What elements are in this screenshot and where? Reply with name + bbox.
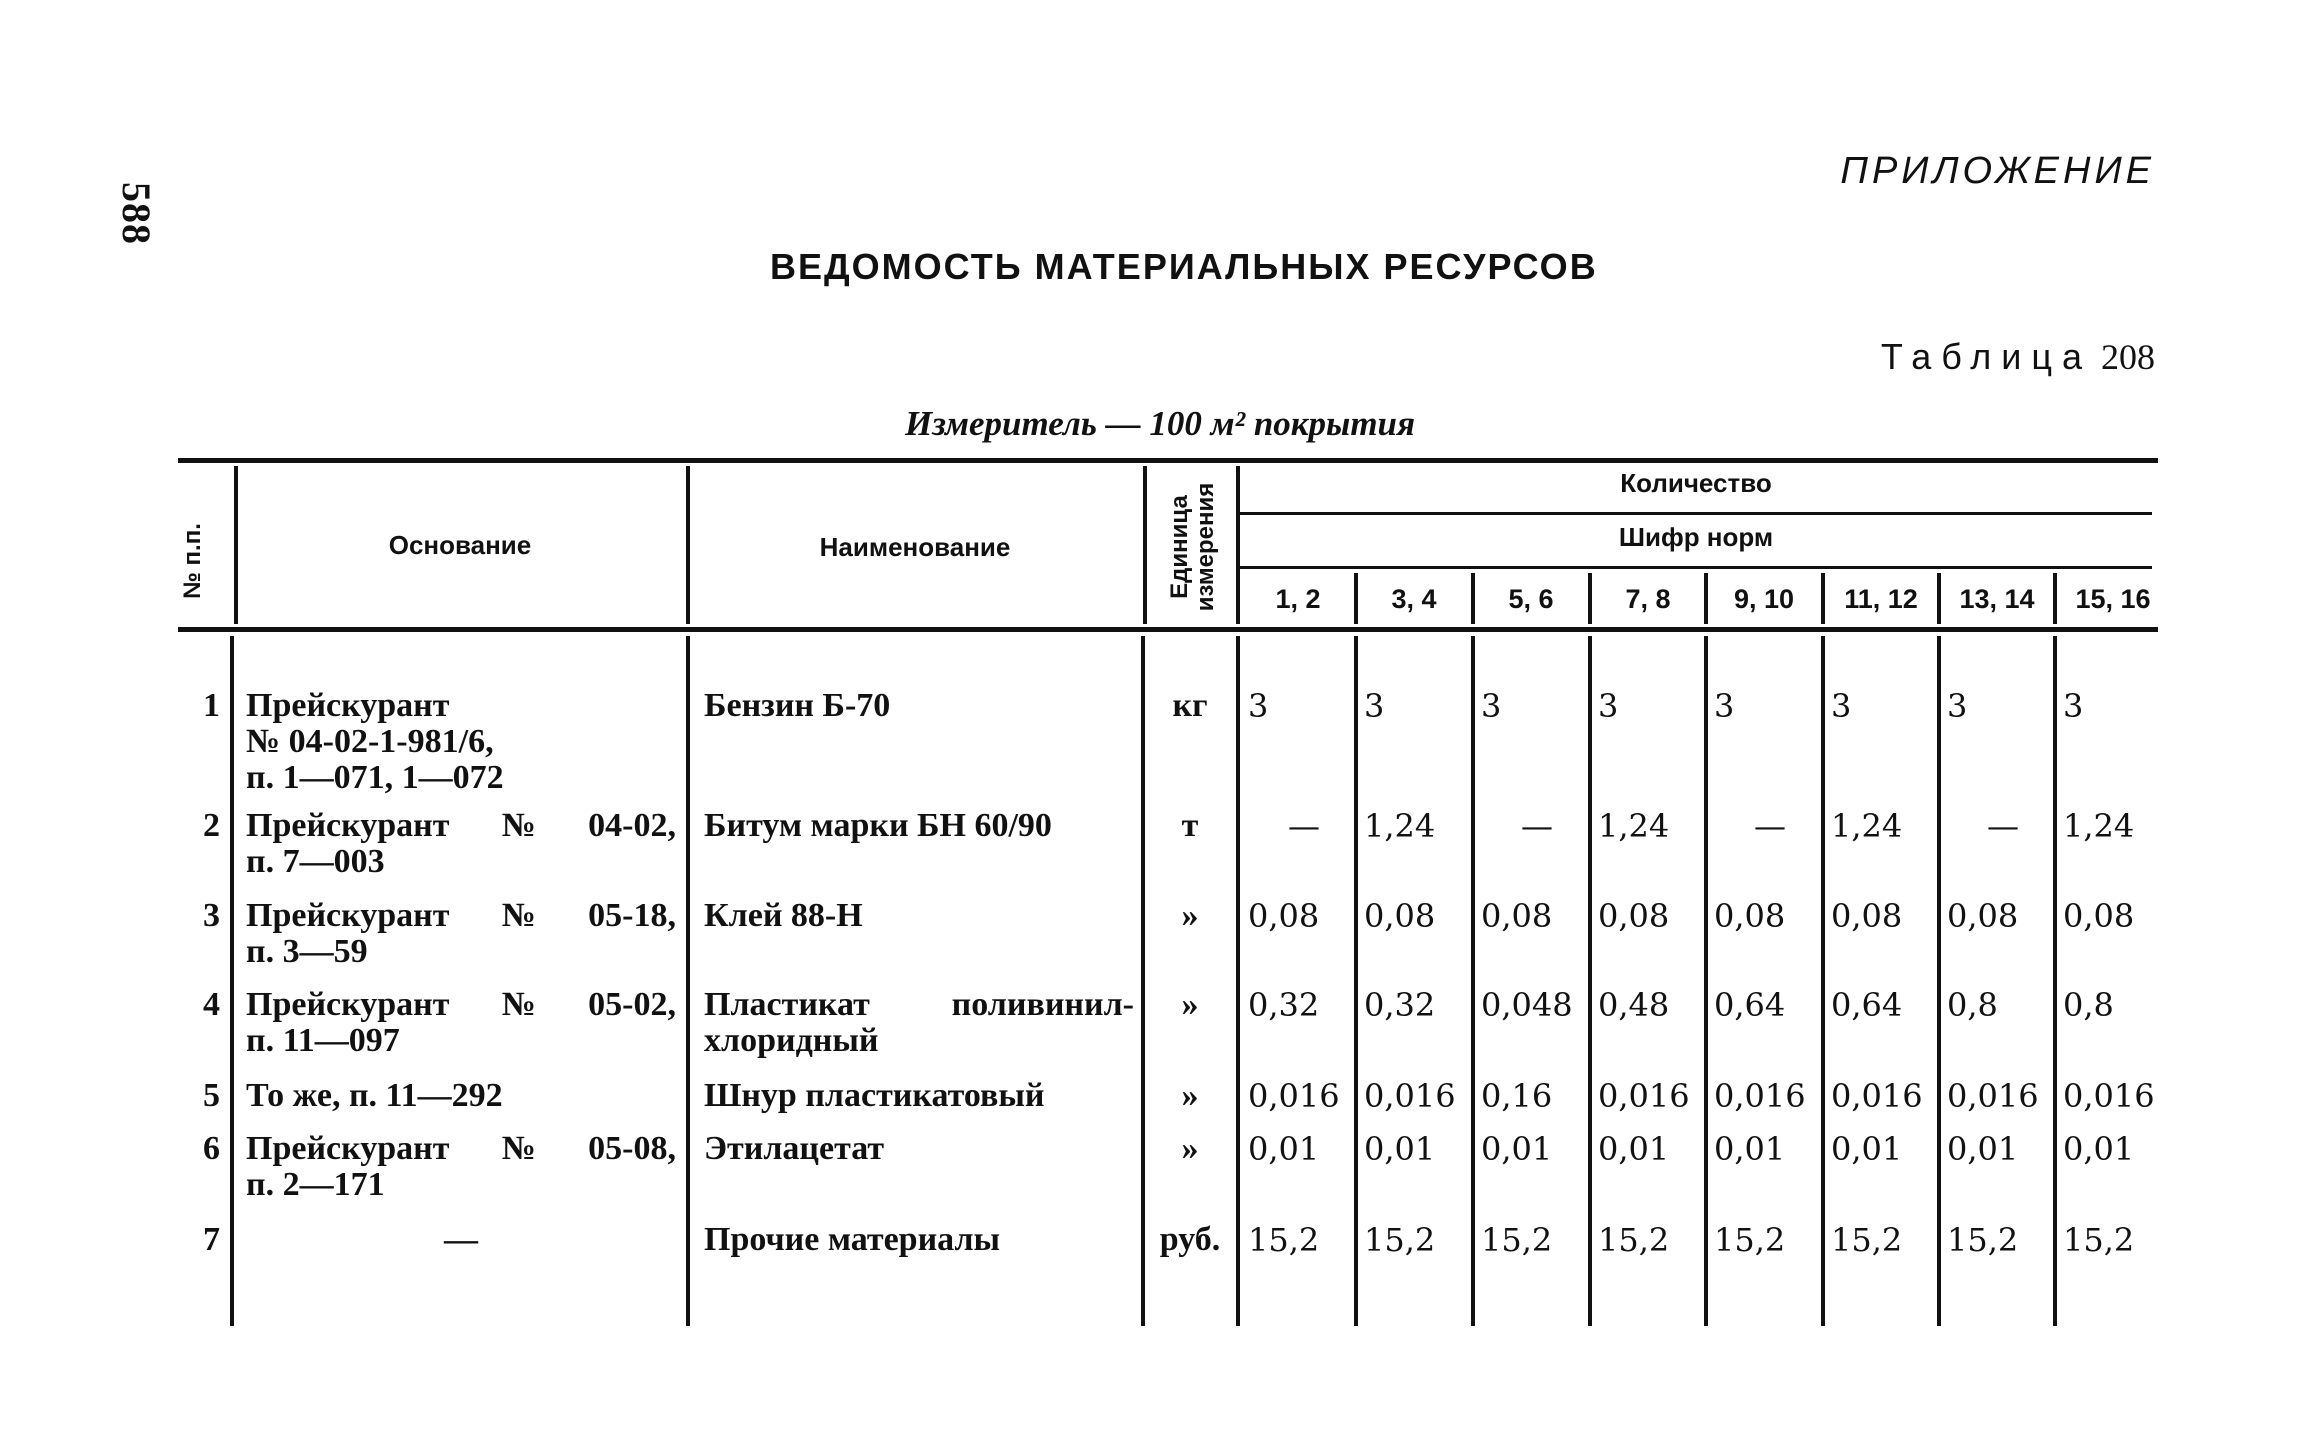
name-cell [704,898,1134,934]
quantity-cell: 3 [2063,687,2084,725]
name-cell [704,1222,1134,1258]
quantity-cell: 0,8 [1947,986,1998,1024]
quantity-cell: 0,16 [1481,1077,1553,1115]
quantity-cell: 1,24 [2063,807,2135,845]
cipher-col-divider [1471,573,1475,624]
cipher-col-header: 1, 2 [1275,584,1321,614]
quantity-cell: 0,01 [1364,1130,1436,1168]
word: 04-02, [588,807,676,844]
unit-cell: кг [1172,687,1208,724]
word: Прейскурант [246,807,450,844]
quantity-cell: 0,8 [2063,986,2114,1024]
quantity-cell: 1,24 [1364,807,1436,845]
basis-cell [246,898,676,970]
text-line: Битум марки БН 60/90 [704,807,1052,844]
justified-line [246,688,676,724]
word: Прейскурант [246,687,450,724]
word: Прейскурант [246,897,450,934]
quantity-cell: 15,2 [1947,1221,2019,1259]
quantity-cell: 0,01 [1248,1130,1320,1168]
basis-cell [246,1131,676,1203]
quantity-cell: 0,64 [1714,986,1786,1024]
text-line: п. 3—59 [246,933,368,970]
name-cell [704,688,1134,724]
quantity-cell: 0,08 [1598,897,1670,935]
name-cell [704,987,1134,1059]
quantity-cell: 0,01 [1831,1130,1903,1168]
quantity-cell: 0,32 [1248,986,1320,1024]
header-divider [1143,466,1147,624]
appendix-label: ПРИЛОЖЕНИЕ [1840,150,2155,192]
justified-line [704,987,1134,1023]
quantity-cell: 0,08 [1364,897,1436,935]
text-line: Этилацетат [704,1130,885,1167]
unit-cell: т [1181,807,1199,844]
quantity-cell: 0,01 [1947,1130,2019,1168]
quantity-cell: 0,08 [1481,897,1553,935]
quantity-cell: 0,08 [1714,897,1786,935]
table-number [1881,336,2155,378]
table-top-rule [178,458,2158,463]
justified-line [246,898,676,934]
text-line: Клей 88-Н [704,897,863,934]
cipher-col-header: 11, 12 [1844,584,1918,614]
document-title: ВЕДОМОСТЬ МАТЕРИАЛЬНЫХ РЕСУРСОВ [770,246,1598,287]
quantity-cell: 0,016 [1714,1077,1806,1115]
quantity-cell: 0,01 [1598,1130,1670,1168]
quantity-cell: 0,016 [1364,1077,1456,1115]
cipher-col-divider [1354,573,1358,624]
body-divider [686,636,690,1326]
quantity-cell: 0,048 [1481,986,1573,1024]
row-number: 1 [203,687,220,724]
quantity-cell: 0,016 [1598,1077,1690,1115]
word: Пластикат [704,986,870,1023]
header-cipher: Шифр норм [1618,522,1774,552]
name-cell [704,1078,1134,1114]
quantity-cell: 0,016 [2063,1077,2155,1115]
basis-cell: — [444,1221,478,1258]
text-line: Прочие материалы [704,1221,1001,1258]
quantity-cell: 3 [1831,687,1852,725]
header-name: Наименование [819,532,1011,562]
text-line: п. 2—171 [246,1166,385,1203]
name-cell [704,1131,1134,1167]
text-line: п. 11—097 [246,1022,400,1059]
quantity-cell: — [1987,807,2019,845]
text-line: хлоридный [704,1022,879,1059]
cipher-col-header: 5, 6 [1508,584,1554,614]
text-line: п. 1—071, 1—072 [246,759,504,796]
quantity-cell: 0,01 [2063,1130,2135,1168]
justified-line [246,808,676,844]
quantity-cell: — [1288,807,1320,845]
word: № [501,1130,536,1167]
header-num: № п.п. [179,523,206,599]
quantity-cell: 3 [1481,687,1502,725]
quantity-cell: 0,08 [1248,897,1320,935]
justified-line [246,987,676,1023]
cipher-col-header: 9, 10 [1733,584,1795,614]
word: поливинил- [951,986,1134,1023]
row-number: 6 [203,1130,220,1167]
word: № [501,807,536,844]
justified-line [246,1131,676,1167]
quantity-cell: 0,016 [1248,1077,1340,1115]
text-line: То же, п. 11—292 [246,1077,503,1114]
word: 05-18, [588,897,676,934]
quantity-cell: 15,2 [1831,1221,1903,1259]
body-divider [230,636,234,1326]
text-line: Шнур пластикатовый [704,1077,1045,1114]
basis-cell [246,987,676,1059]
word: Прейскурант [246,986,450,1023]
quantity-cell: 0,48 [1598,986,1670,1024]
cipher-col-divider [1821,573,1825,624]
quantity-cell: 0,016 [1831,1077,1923,1115]
quantity-cell: 1,24 [1831,807,1903,845]
header-divider [234,466,238,624]
cipher-col-header: 7, 8 [1625,584,1671,614]
cipher-col-divider [1704,573,1708,624]
quantity-cell: 1,24 [1598,807,1670,845]
quantity-cell: 3 [1598,687,1619,725]
cipher-col-header: 3, 4 [1391,584,1437,614]
quantity-cell: 15,2 [1481,1221,1553,1259]
name-cell [704,808,1134,844]
unit-cell: » [1181,1130,1199,1167]
quantity-cell: 15,2 [1364,1221,1436,1259]
header-unit-line2: измерения [1192,482,1219,612]
header-quantity: Количество [1620,468,1772,498]
row-number: 4 [203,986,220,1023]
quantity-cell: 0,016 [1947,1077,2039,1115]
cipher-col-divider [1937,573,1941,624]
row-number: 3 [203,897,220,934]
word: № [501,897,536,934]
header-basis: Основание [388,530,532,560]
quantity-cell: 3 [1947,687,1968,725]
quantity-cell: 0,08 [1831,897,1903,935]
unit-cell: руб. [1159,1221,1221,1258]
basis-cell [246,808,676,880]
quantity-cell: 3 [1364,687,1385,725]
quantity-cell: 0,08 [1947,897,2019,935]
quantity-cell: — [1521,807,1553,845]
quantity-cell: 15,2 [1714,1221,1786,1259]
row-number: 7 [203,1221,220,1258]
quantity-cell: — [1754,807,1786,845]
cipher-col-divider [1588,573,1592,624]
row-number: 2 [203,807,220,844]
cipher-col-divider [2053,573,2057,624]
row-number: 5 [203,1077,220,1114]
basis-cell [246,1078,676,1114]
unit-cell: » [1181,986,1199,1023]
basis-cell [246,688,676,796]
quantity-cell: 15,2 [1598,1221,1670,1259]
page-number: 588 [114,182,159,245]
quantity-cell: 0,01 [1714,1130,1786,1168]
quantity-cell: 0,32 [1364,986,1436,1024]
word: 05-08, [588,1130,676,1167]
text-line: п. 7—003 [246,843,385,880]
word: Прейскурант [246,1130,450,1167]
text-line: № 04-02-1-981/6, [246,723,494,760]
header-bottom-rule [178,627,2158,632]
meter-caption: Измеритель — 100 м² покрытия [905,404,1416,443]
body-divider [1236,636,1240,1326]
cipher-rule [1240,566,2152,569]
quantity-rule [1240,512,2152,515]
quantity-cell: 3 [1248,687,1269,725]
text-line: Бензин Б-70 [704,687,891,724]
unit-cell: » [1181,1077,1199,1114]
cipher-col-header: 15, 16 [2075,584,2151,614]
cipher-col-header: 13, 14 [1959,584,2035,614]
quantity-cell: 15,2 [2063,1221,2135,1259]
quantity-cell: 0,01 [1481,1130,1553,1168]
table-number-value: 208 [2101,337,2155,377]
header-unit [1167,482,1219,612]
quantity-cell: 15,2 [1248,1221,1320,1259]
quantity-cell: 3 [1714,687,1735,725]
quantity-cell: 0,08 [2063,897,2135,935]
unit-cell: » [1181,897,1199,934]
body-divider [1141,636,1145,1326]
header-unit-line1: Единица [1166,495,1193,599]
header-divider [686,466,690,624]
table-label: Таблица [1880,336,2092,377]
word: 05-02, [588,986,676,1023]
word: № [501,986,536,1023]
quantity-cell: 0,64 [1831,986,1903,1024]
